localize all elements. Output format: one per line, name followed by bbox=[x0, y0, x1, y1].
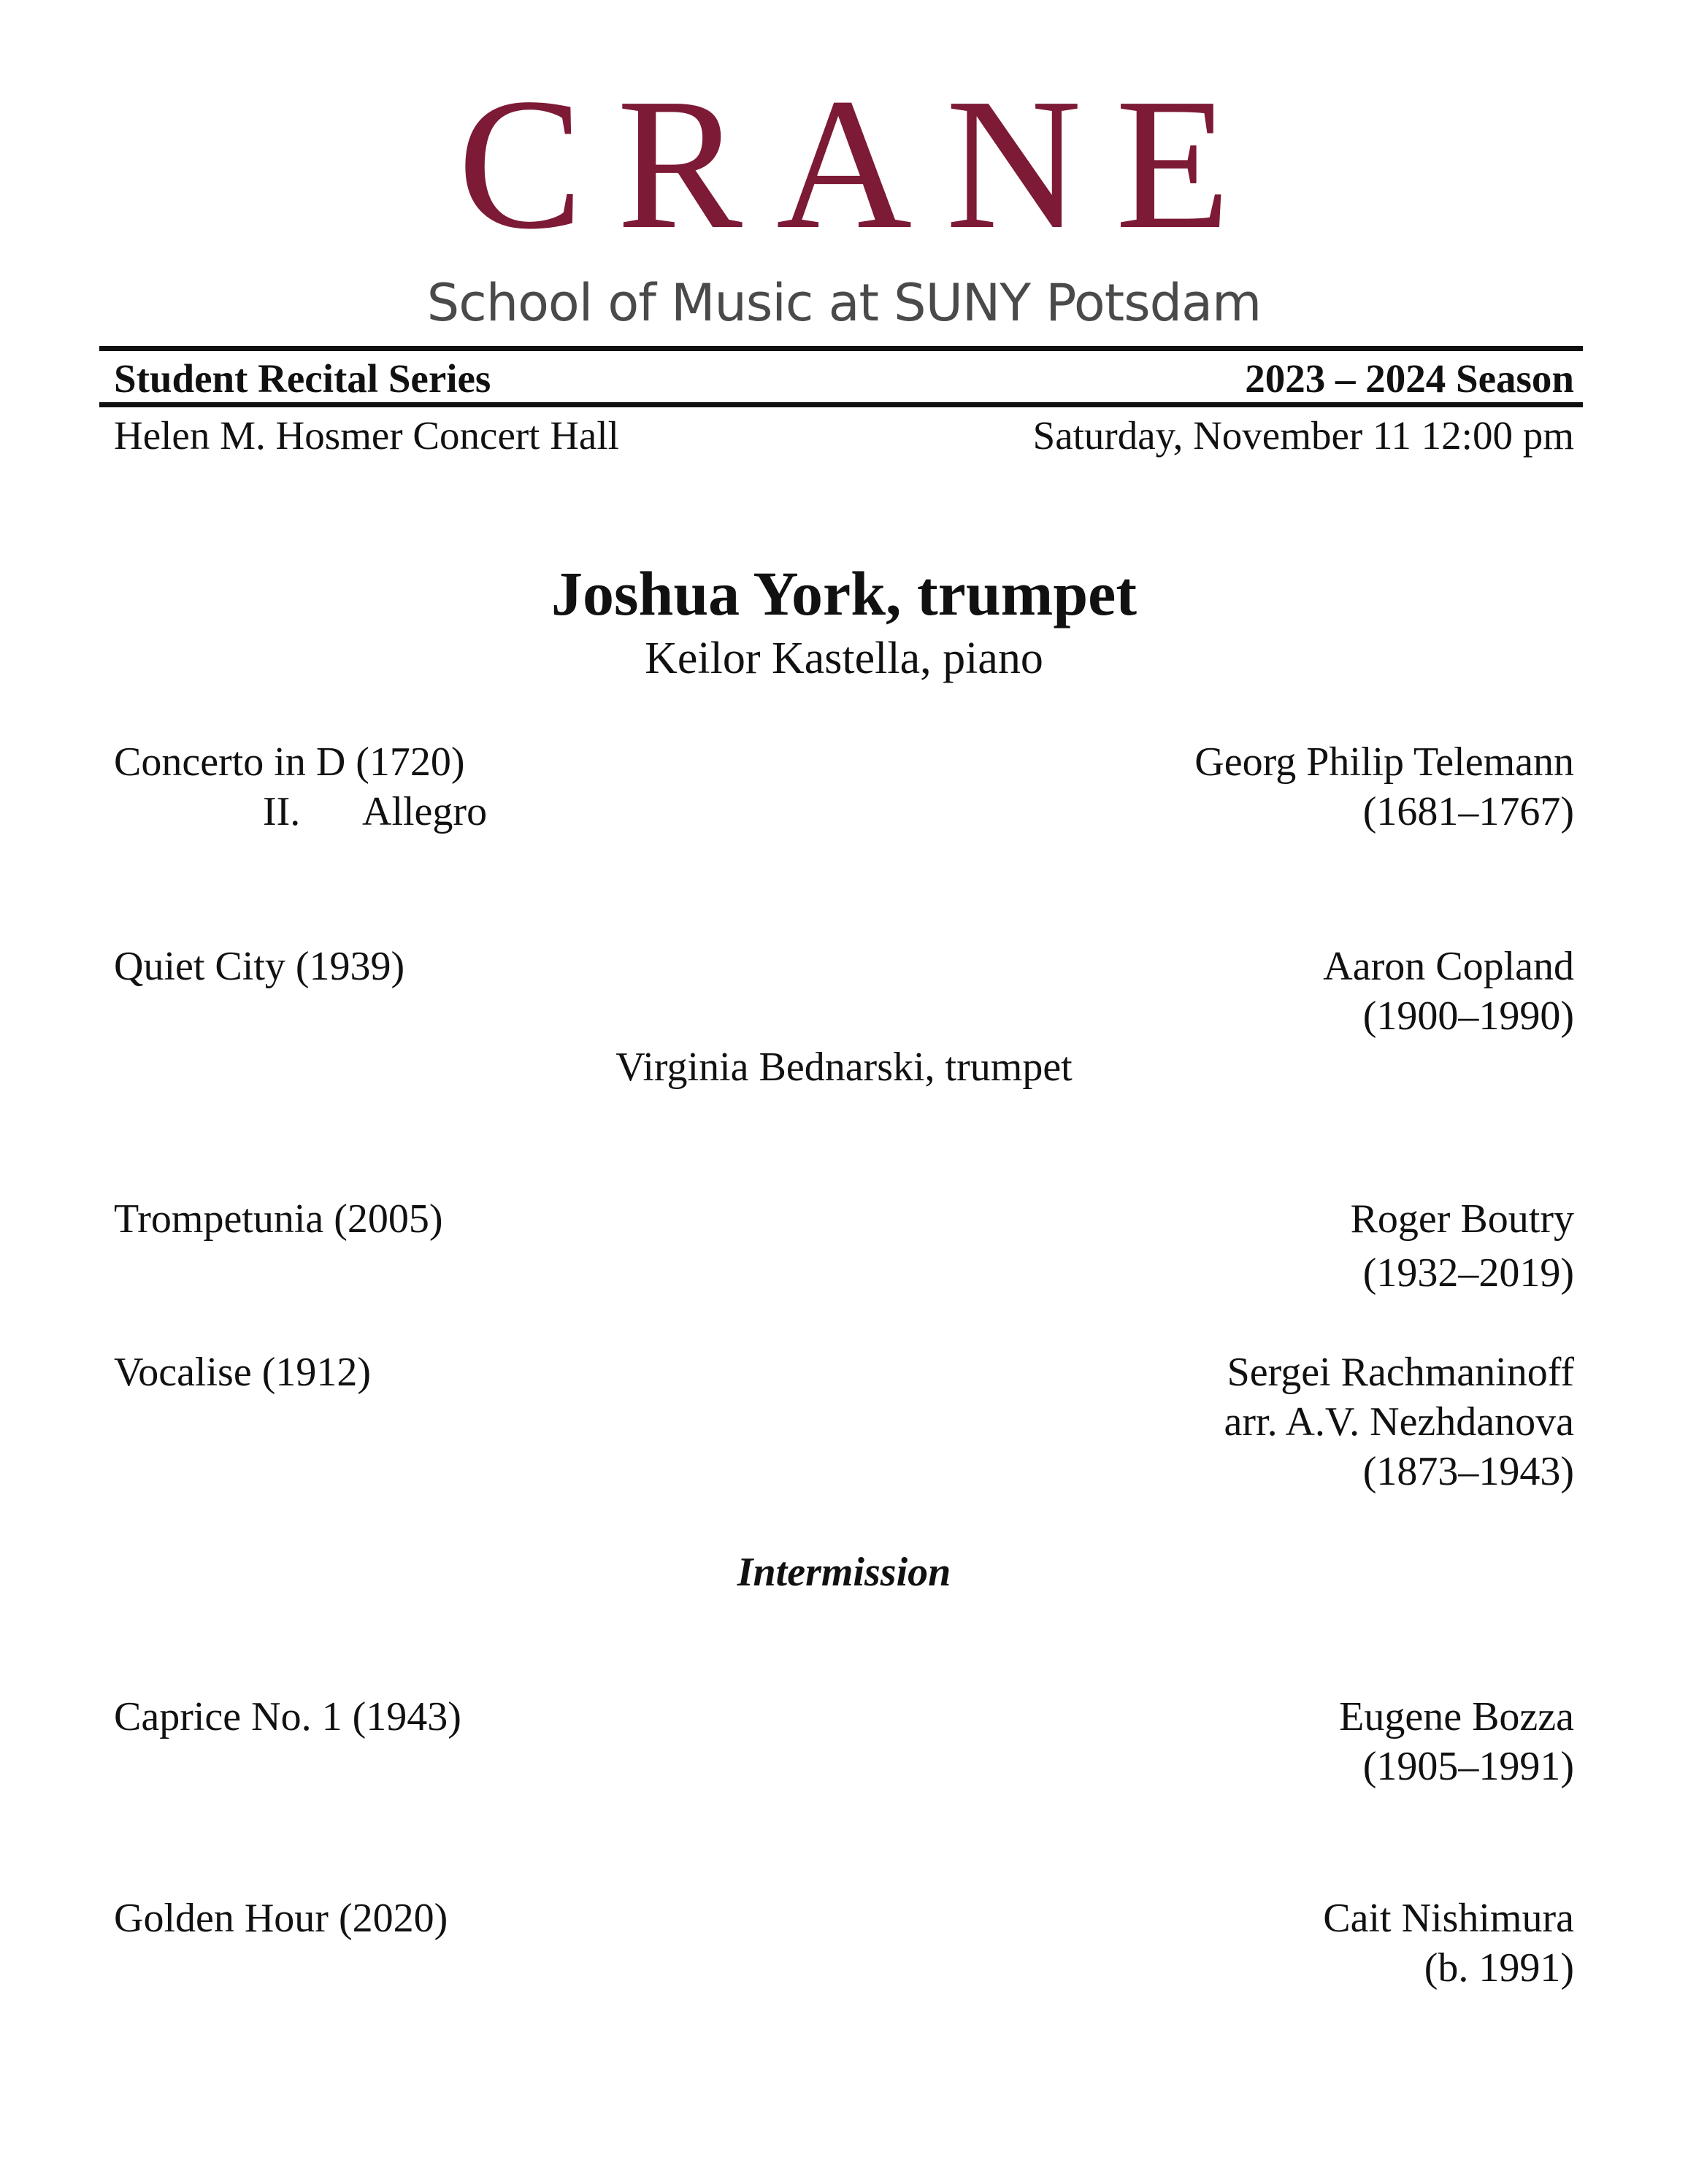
movement-number: II. bbox=[263, 789, 301, 834]
piece-title-golden-hour: Golden Hour (2020) bbox=[114, 1896, 448, 1941]
composer-dates: (1905–1991) bbox=[1362, 1744, 1574, 1789]
series-title: Student Recital Series bbox=[114, 356, 491, 401]
composer-dates: (1900–1990) bbox=[1362, 993, 1574, 1039]
intermission-label: Intermission bbox=[737, 1550, 951, 1595]
composer-rachmaninoff: Sergei Rachmaninoff bbox=[1227, 1350, 1574, 1395]
crane-logo-wordmark: CRANE bbox=[457, 59, 1265, 268]
piece-title-trompetunia: Trompetunia (2005) bbox=[114, 1196, 443, 1242]
logo-subtitle: School of Music at SUNY Potsdam bbox=[426, 273, 1262, 333]
composer-dates: (1681–1767) bbox=[1362, 789, 1574, 834]
header-rule-top bbox=[99, 346, 1583, 351]
composer-boutry: Roger Boutry bbox=[1350, 1196, 1574, 1242]
composer-dates: (b. 1991) bbox=[1424, 1945, 1574, 1991]
guest-performer: Virginia Bednarski, trumpet bbox=[615, 1045, 1073, 1090]
season-label: 2023 – 2024 Season bbox=[1245, 356, 1574, 401]
accompanist: Keilor Kastella, piano bbox=[645, 634, 1043, 683]
composer-dates: (1873–1943) bbox=[1362, 1449, 1574, 1494]
piece-movement bbox=[263, 788, 487, 835]
composer-dates: (1932–2019) bbox=[1362, 1250, 1574, 1296]
venue: Helen M. Hosmer Concert Hall bbox=[114, 413, 619, 458]
piece-title-vocalise: Vocalise (1912) bbox=[114, 1350, 371, 1395]
composer-nishimura: Cait Nishimura bbox=[1323, 1896, 1574, 1941]
piece-title-concerto: Concerto in D (1720) bbox=[114, 739, 465, 785]
piece-title-caprice: Caprice No. 1 (1943) bbox=[114, 1694, 461, 1739]
composer-telemann: Georg Philip Telemann bbox=[1194, 739, 1574, 785]
arranger: arr. A.V. Nezhdanova bbox=[1224, 1399, 1574, 1445]
header-rule-bottom bbox=[99, 402, 1583, 407]
main-performer: Joshua York, trumpet bbox=[551, 558, 1137, 628]
piece-title-quiet-city: Quiet City (1939) bbox=[114, 944, 405, 989]
date-time: Saturday, November 11 12:00 pm bbox=[1032, 413, 1574, 458]
composer-bozza: Eugene Bozza bbox=[1339, 1694, 1574, 1739]
composer-copland: Aaron Copland bbox=[1323, 944, 1574, 989]
movement-name: Allegro bbox=[362, 789, 488, 834]
